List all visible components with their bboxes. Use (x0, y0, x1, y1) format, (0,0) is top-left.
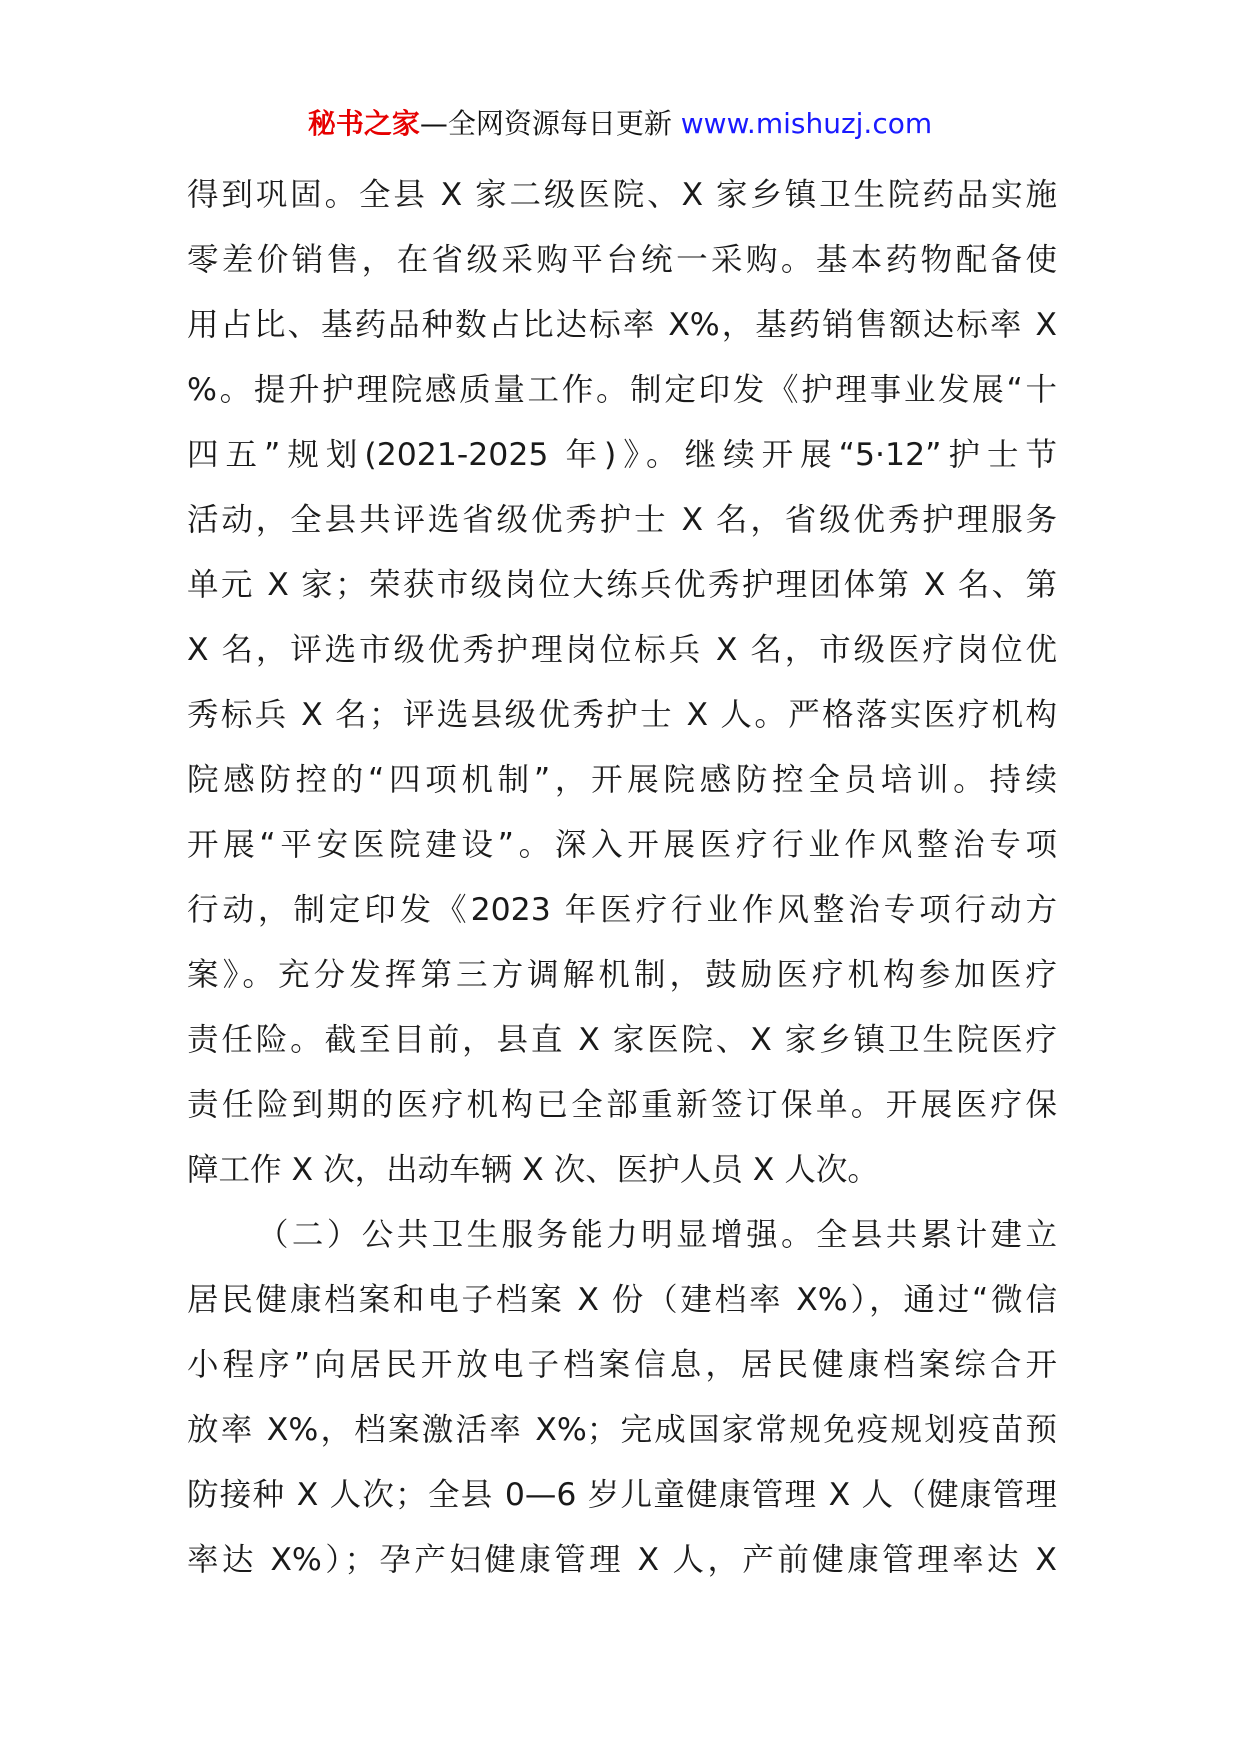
site-brand: 秘书之家 (307, 107, 420, 140)
text-line: 院感防控的“四项机制”，开展院感防控全员培训。持续 (187, 762, 1057, 798)
text-line: 得到巩固。全县 X 家二级医院、X 家乡镇卫生院药品实施 (187, 177, 1057, 213)
text-line: 小程序”向居民开放电子档案信息，居民健康档案综合开 (187, 1347, 1057, 1383)
text-line: 用占比、基药品种数占比达标率 X%，基药销售额达标率 X (187, 307, 1057, 343)
text-line: 放率 X%，档案激活率 X%；完成国家常规免疫规划疫苗预 (187, 1412, 1057, 1448)
text-line: 率达 X%）；孕产妇健康管理 X 人，产前健康管理率达 X (187, 1542, 1057, 1578)
text-line: 零差价销售，在省级采购平台统一采购。基本药物配备使 (187, 242, 1057, 278)
site-url-link[interactable]: www.mishuzj.com (680, 107, 933, 140)
text-line: 案》。充分发挥第三方调解机制，鼓励医疗机构参加医疗 (187, 957, 1057, 993)
text-line: 责任险。截至目前，县直 X 家医院、X 家乡镇卫生院医疗 (187, 1022, 1057, 1058)
site-header (0, 104, 1240, 144)
text-line: 防接种 X 人次；全县 0—6 岁儿童健康管理 X 人（健康管理 (187, 1477, 1057, 1513)
text-line: 责任险到期的医疗机构已全部重新签订保单。开展医疗保 (187, 1087, 1057, 1123)
site-tagline: —全网资源每日更新 (419, 107, 681, 140)
text-line: %。提升护理院感质量工作。制定印发《护理事业发展“十 (187, 372, 1057, 408)
text-line: 秀标兵 X 名；评选县级优秀护士 X 人。严格落实医疗机构 (187, 697, 1057, 733)
text-line: 单元 X 家；荣获市级岗位大练兵优秀护理团体第 X 名、第 (187, 567, 1057, 603)
text-line: 活动，全县共评选省级优秀护士 X 名，省级优秀护理服务 (187, 502, 1057, 538)
text-line: 开展“平安医院建设”。深入开展医疗行业作风整治专项 (187, 827, 1057, 863)
text-line: 居民健康档案和电子档案 X 份（建档率 X%），通过“微信 (187, 1282, 1057, 1318)
section-heading-line: （二）公共卫生服务能力明显增强。全县共累计建立 (257, 1217, 1057, 1253)
text-line: X 名，评选市级优秀护理岗位标兵 X 名，市级医疗岗位优 (187, 632, 1057, 668)
text-line: 障工作 X 次，出动车辆 X 次、医护人员 X 人次。 (187, 1152, 879, 1188)
text-line: 行动，制定印发《2023 年医疗行业作风整治专项行动方 (187, 892, 1057, 928)
document-body (187, 163, 1057, 1593)
text-line: 四五”规划(2021-2025 年)》。继续开展“5·12”护士节 (187, 437, 1057, 473)
